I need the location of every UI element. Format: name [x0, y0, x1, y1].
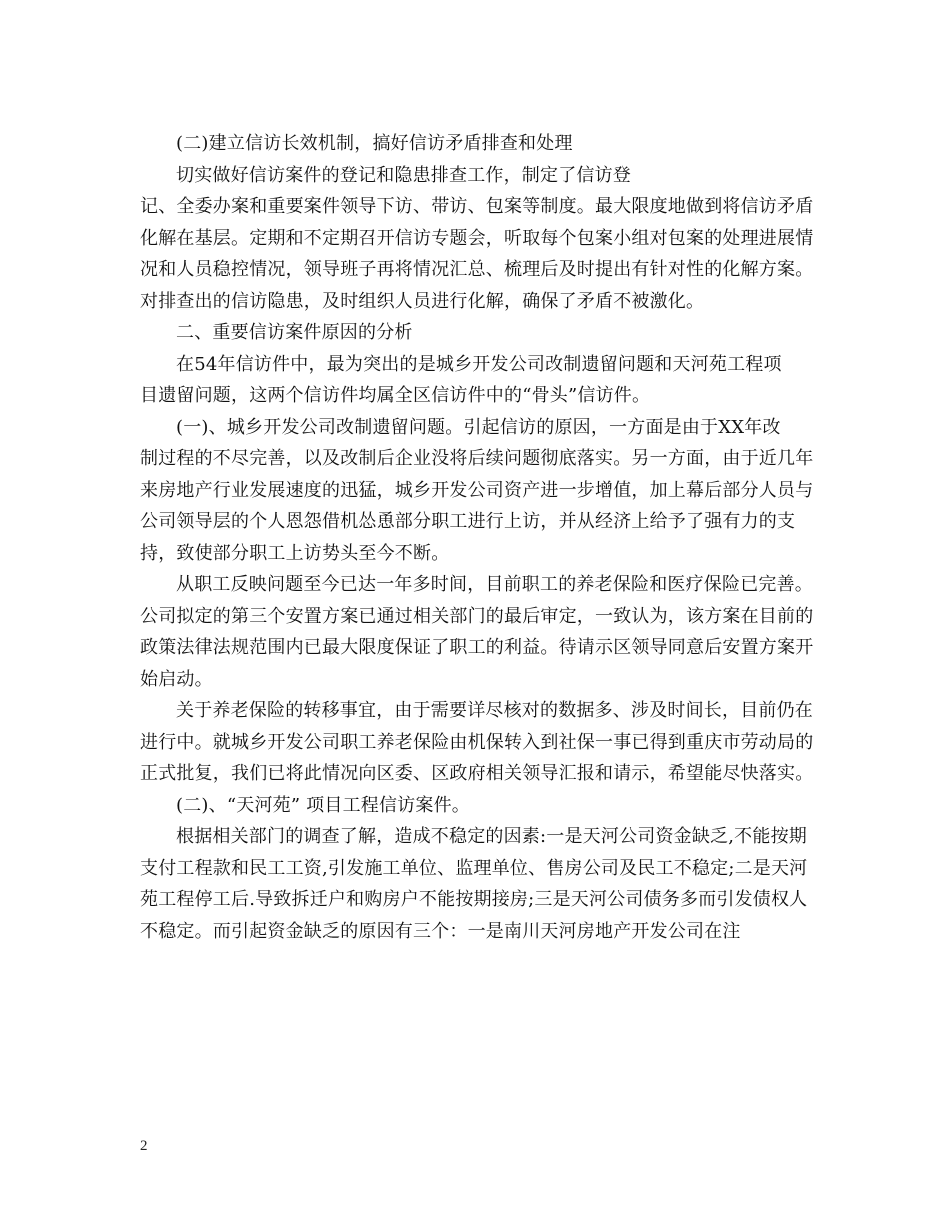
- page-number: 2: [140, 1138, 148, 1154]
- paragraph-12: 根据相关部门的调查了解，造成不稳定的因素:一是天河公司资金缺乏,不能按期支付工程款和民工工资,引发施工单位、监理单位、售房公司及民工不稳定;二是天河苑工程停工后.导致拆迁户和购房户不能按期接房;三是天河公司债务多而引发债权人不稳定。而引起资金缺乏的原因有三个：一是南川天河房地产开发公司在注: [140, 826, 808, 942]
- section-heading-2: 二、重要信访案件原因的分析: [176, 322, 413, 343]
- paragraph-5: 在54年信访件中，最为突出的是城乡开发公司改制遗留问题和天河苑工程项: [176, 353, 782, 375]
- paragraph-11: (二)、“天河苑” 项目工程信访案件。: [176, 794, 470, 816]
- paragraph-8: 制过程的不尽完善，以及改制后企业没将后续问题彻底落实。另一方面，由于近几年来房地产行业发展速度的迅猛，城乡开发公司资产进一步增值，加上幕后部分人员与公司领导层的个人恩怨借机怂恿部分职工进行上访，并从经济上给予了强有力的支持，致使部分职工上访势头至今不断。: [140, 448, 814, 564]
- paragraph-7: (一)、城乡开发公司改制遗留问题。引起信访的原因，一方面是由于XX年改: [176, 416, 781, 438]
- paragraph-6: 目遗留问题，这两个信访件均属全区信访件中的“骨头”信访件。: [140, 385, 651, 406]
- paragraph-10: 关于养老保险的转移事宜，由于需要详尽核对的数据多、涉及时间长，目前仍在进行中。就城乡开发公司职工养老保险由机保转入到社保一事已得到重庆市劳动局的正式批复，我们已将此情况向区委、区政府相关领导汇报和请示，希望能尽快落实。: [140, 700, 814, 784]
- paragraph-1: (二)建立信访长效机制，搞好信访矛盾排查和处理: [176, 133, 573, 154]
- paragraph-3: 记、全委办案和重要案件领导下访、带访、包案等制度。最大限度地做到将信访矛盾化解在基层。定期和不定期召开信访专题会，听取每个包案小组对包案的处理进展情况和人员稳控情况，领导班子再将情况汇总、梳理后及时提出有针对性的化解方案。对排查出的信访隐患，及时组织人员进行化解，确保了矛盾不被激化。: [140, 196, 814, 312]
- paragraph-2: 切实做好信访案件的登记和隐患排查工作，制定了信访登: [176, 164, 631, 186]
- paragraph-9: 从职工反映问题至今已达一年多时间，目前职工的养老保险和医疗保险已完善。公司拟定的第三个安置方案已通过相关部门的最后审定，一致认为，该方案在目前的政策法律法规范围内已最大限度保证了职工的利益。待请示区领导同意后安置方案开始启动。: [140, 574, 814, 690]
- document-body: [140, 128, 820, 947]
